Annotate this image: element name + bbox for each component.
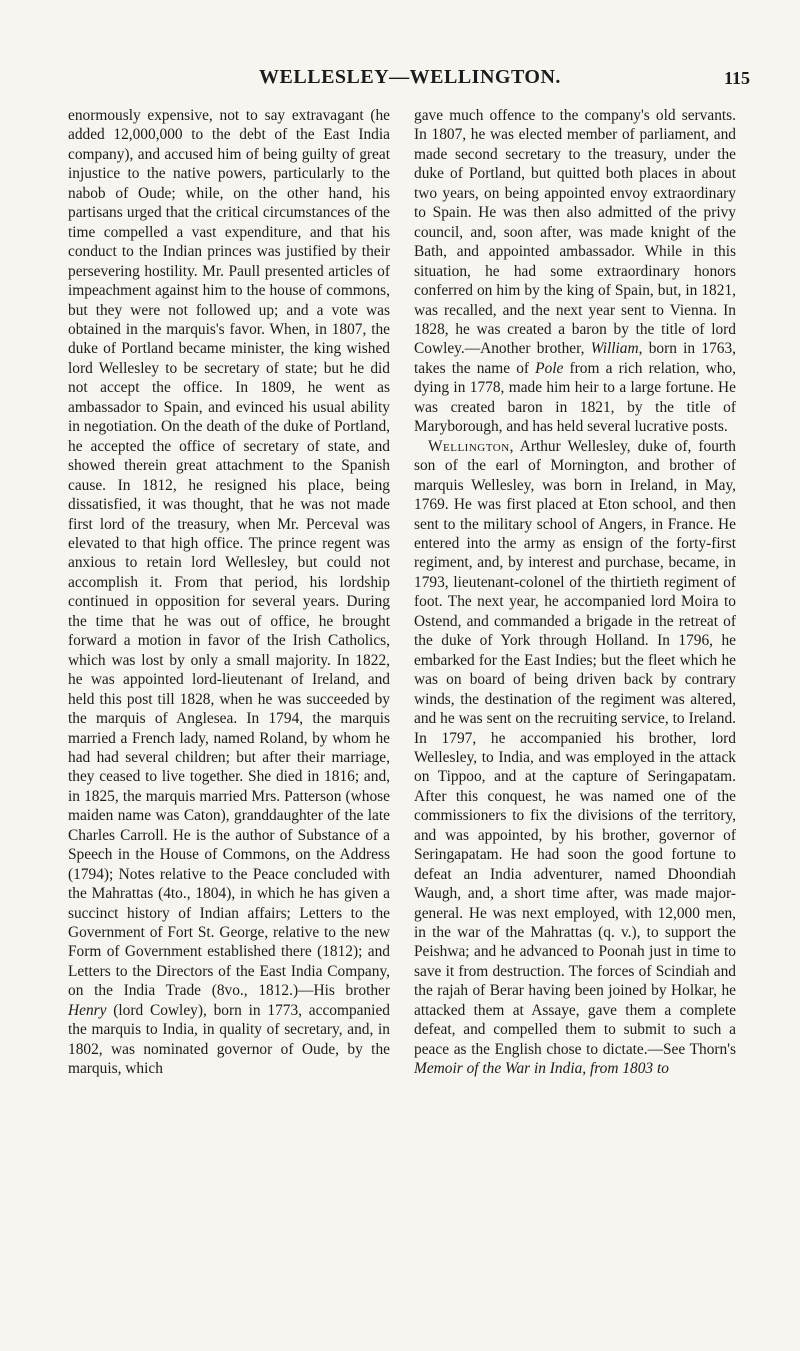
name-william: William [590, 340, 639, 358]
entry-title-wellington: Wellington [428, 437, 510, 455]
page-header [70, 66, 750, 96]
running-head: WELLESLEY—WELLINGTON. [259, 66, 561, 88]
left-text-1: enormously expensive, not to say extravagant (he added 12,000,000 to the debt of the East India company), and accused him of being guilty of great injustice to the native powers, particularly to the nabob of Oude; while, on the other hand, his partisans urged that the critical circumstances of the time compelled a vast expenditure, and that his conduct to the Indian princes was justified by their persevering hostility. Mr. Paull presented articles of impeachment against him to the house of commons, but they were not followed up; and a vote was obtained in the marquis's favor. When, in 1807, the duke of Portland became minister, the king wished lord Wellesley to be secretary of state; but he did not accept the office. In 1809, he went as ambassador to Spain, and evinced his usual ability in negotiation. On the death of the duke of Portland, he accepted the office of secretary of state, and showed therein great attachment to the Spanish cause. In 1812, he resigned his place, being dissatisfied, it was thought, that he was not made first lord of the treasury, when Mr. Perceval was elevated to that high office. The prince regent was anxious to retain lord Wellesley, but could not accomplish it. From that period, his lordship continued in opposition for several years. During the time that he was out of office, he brought forward a motion in favor of the Irish Catholics, which was lost by only a small majority. In 1822, he was appointed lord-lieutenant of Ireland, and held this post till 1828, when he was succeeded by the marquis of Anglesea. In 1794, the marquis married a French lady, named Roland, by whom he had had several children; but after their marriage, they ceased to live together. She died in 1816; and, in 1825, the marquis married Mrs. Patterson (whose maiden name was Caton), granddaughter of the late Charles Carroll. He is the author of Substance of a Speech in the House of Commons, on the Address (1794); Notes relative to the Peace concluded with the Mahrattas (4to., 1804), in which he has given a succinct history of Indian affairs; Letters to the Government of Fort St. George, relative to the new Form of Government established there (1812); and Letters to the Directors of the East India Company, on the India Trade (8vo., 1812.)—His brother [68, 107, 390, 1000]
right-text-4: , Arthur Wellesley, duke of, fourth son of the earl of Mornington, and brother of marquis Wellesley, was born in Ireland, in May, 1769. He was first placed at Eton school, and then sent to the military school of Angers, in France. He entered into the army as ensign of the forty-first regiment, and, by interest and purchase, became, in 1793, lieutenant-colonel of the thirtieth regiment of foot. The next year, he accompanied lord Moira to Ostend, and commanded a brigade in the retreat of the duke of York through Holland. In 1796, he embarked for the East Indies; but the fleet which he was on board of being driven back by contrary winds, the destination of the regiment was altered, and he was sent on the recruiting service, to Ireland. In 1797, he accompanied his brother, lord Wellesley, to India, and was employed in the attack on Tippoo, and at the capture of Seringapatam. After this conquest, he was named one of the commissioners to fix the divisions of the territory, and was appointed, by his brother, governor of Seringapatam. He had soon the good fortune to defeat an India adventurer, named Dhoondiah Waugh, and, a short time after, was made major-general. He was next employed, with 12,000 men, in the war of the Mahrattas (q. v.), to support the Peishwa; and he advanced to Poonah just in time to save it from destruction. The forces of Scindiah and the rajah of Berar having been joined by Holkar, he attacked them at Assaye, gave them a complete defeat, and compelled them to submit to such a peace as the English chose to dictate.—See Thorn's [414, 437, 736, 1058]
left-text-2: (lord Cowley), born in 1773, accompanied the marquis to India, in quality of secretary, and, in 1802, was nominated governor of Oude, by the marquis, which [68, 1001, 390, 1078]
page-number: 115 [723, 68, 750, 88]
right-paragraph-1 [414, 106, 736, 437]
right-paragraph-2 [414, 437, 736, 1079]
left-column [68, 106, 390, 1079]
name-henry: Henry [68, 1001, 107, 1019]
right-text-3: from a rich relation, who, dying in 1778, made him heir to a large fortune. He was created baron in 1821, by the title of Maryborough, and has held several lucrative posts. [414, 359, 737, 436]
book-title: Memoir of the War in India, from 1803 to [414, 1060, 669, 1078]
name-pole: Pole [535, 359, 564, 377]
right-text-1: gave much offence to the company's old servants. In 1807, he was elected member of parliament, and made second secretary to the treasury, under the duke of Portland, but quitted both places in about two years, on being appointed envoy extraordinary to Spain. He was then also admitted of the privy council, and, soon after, was made knight of the Bath, and appointed ambassador. While in this situation, he had some extraordinary honors conferred on him by the king of Spain, but, in 1821, was recalled, and the next year sent to Vienna. In 1828, he was created a baron by the title of lord Cowley.—Another brother, [414, 107, 736, 358]
left-paragraph [68, 106, 390, 1079]
right-column [414, 106, 736, 1079]
right-text-2: , born in 1763, takes the name of [414, 340, 737, 377]
